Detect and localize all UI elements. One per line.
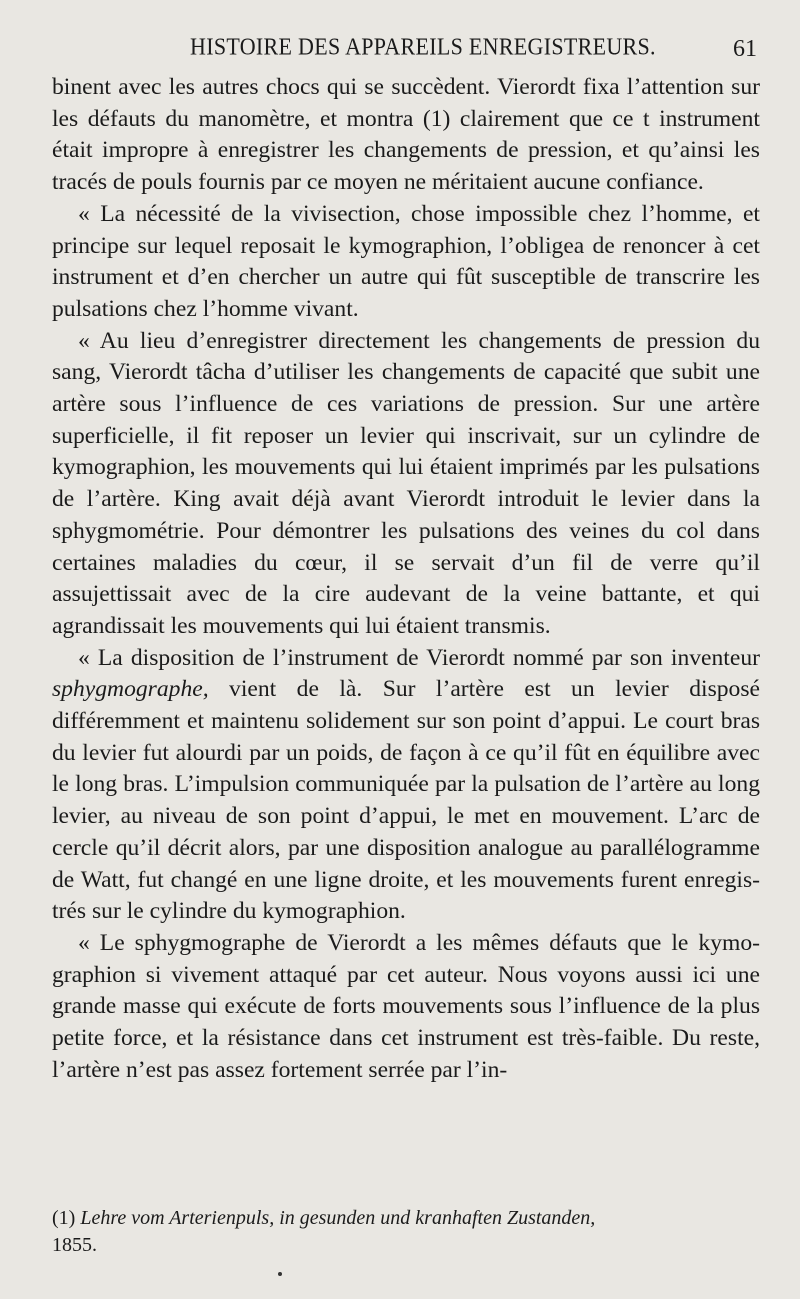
footnote (52, 1205, 760, 1259)
paragraph-3: « Au lieu d’enregistrer directement les changements de pression du sang, Vierordt tâcha d’utiliser les changements de capacité que subit une artère sous l’influence de ces variations de pression. Sur une artère superficielle, il fit reposer un levier qui inscrivait, sur un cylindre de kymographion, les mouvements qui lui étaient imprimés par les pulsations de l’artère. King avait déjà avant Vierordt introduit le levier dans la sphygmométrie. Pour démontrer les pulsations des veines du col dans certaines maladies du cœur, il se servait d’un fil de verre qu’il assujettissait avec de la cire audevant de la veine battante, et qui agrandissait les mouvements qui lui étaient transmis. (52, 327, 760, 639)
paragraph-4 (52, 643, 760, 928)
page-number: 61 (733, 36, 757, 62)
paragraph-2: « La nécessité de la vivisection, chose impossible chez l’homme, et principe sur lequel reposait le kymographion, l’obligea de renoncer à cet instrument et d’en chercher un autre qui fût susceptible de transcrire les pulsations chez l’homme vivant. (52, 200, 760, 322)
printer-mark (278, 1272, 282, 1276)
body-text (52, 72, 760, 1087)
running-title: HISTOIRE DES APPAREILS ENREGISTREURS. (190, 32, 656, 60)
paragraph-1: binent avec les autres chocs qui se succèdent. Vierordt fixa l’attention sur les défauts du manomètre, et montra (1) clairement que ce t instrument était impropre à enregistrer les changements de pression, et qu’ainsi les tracés de pouls fournis par ce moyen ne méritaient aucune confiance. (52, 74, 760, 196)
footnote-marker: (1) (52, 1207, 76, 1229)
paragraph-5: « Le sphygmographe de Vierordt a les mêmes défauts que le kymographion si vivement attaqué par cet auteur. Nous voyons aussi ici une grande masse qui exécute de forts mouvements sous l’influence de la plus petite force, et la résistance dans cet instrument est très-faible. Du reste, l’artère n’est pas assez fortement serrée par l’in- (52, 929, 760, 1083)
paragraph-4-end: vient de là. Sur l’artère est un levier disposé différemment et maintenu solidement sur son point d’appui. Le court bras du levier fut alourdi par un poids, de façon à ce qu’il fût en équilibre avec le long bras. L’impulsion communiquée par la pulsation de l’artère au long levier, au niveau de son point d’appui, le met en mouvement. L’arc de cercle qu’il décrit alors, par une disposition analogue au parallélogramme de Watt, fut changé en une ligne droite, et les mouvements furent enregistrés sur le cylindre du kymographion. (52, 676, 760, 925)
paragraph-4-italic-term: sphygmographe, (52, 676, 209, 703)
page-header (0, 30, 800, 70)
footnote-year: 1855. (52, 1234, 97, 1256)
footnote-citation: Lehre vom Arterienpuls, in gesunden und kranhaften Zustanden, (80, 1207, 596, 1229)
paragraph-4-start: « La disposition de l’instrument de Vierordt nommé par son inventeur (78, 644, 760, 671)
